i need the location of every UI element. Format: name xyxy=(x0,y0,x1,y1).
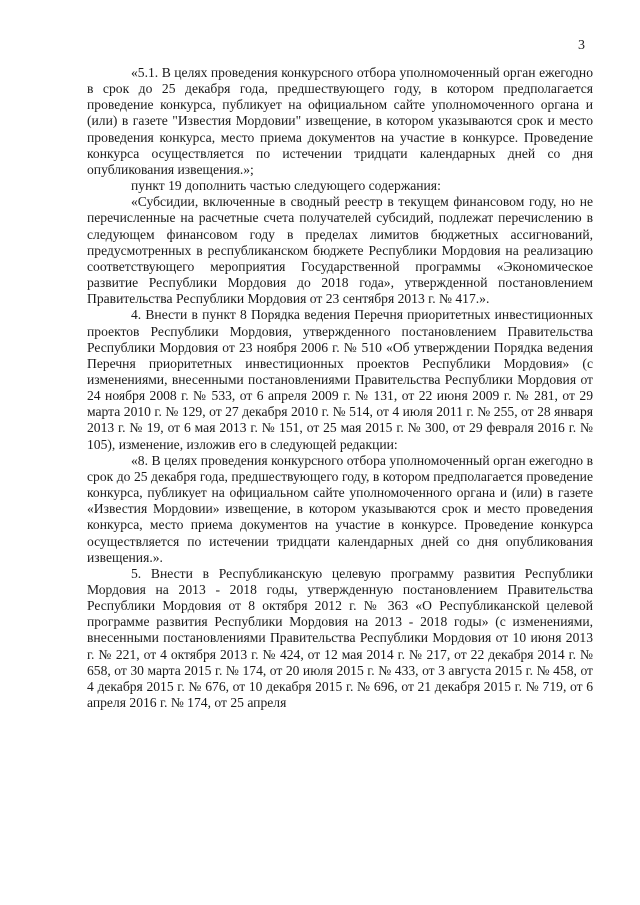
paragraph-clause-19-intro: пункт 19 дополнить частью следующего содержания: xyxy=(131,178,441,194)
page-number: 3 xyxy=(578,38,585,53)
paragraph-item-4: 4. Внести в пункт 8 Порядка ведения Перечня приоритетных инвестиционных проектов Республики Мордовия, утвержденного постановлением Правительства Республики Мордовия от 23 ноября 2006 г. № 510 «Об утверждении Порядка ведения Перечня приоритетных инвестиционных проектов Республики Мордовия» (с изменениями, внесенными постановлениями Правительства Республики Мордовия от 24 ноября 2008 г. № 533, от 6 апреля 2009 г. № 131, от 22 июня 2009 г. № 281, от 29 марта 2010 г. № 129, от 27 декабря 2010 г. № 514, от 4 июля 2011 г. № 255, от 28 января 2013 г. № 19, от 6 мая 2013 г. № 151, от 25 мая 2015 г. № 300, от 29 февраля 2016 г. № 105), изменение, изложив его в следующей редакции: xyxy=(87,307,593,452)
document-body xyxy=(87,65,593,711)
paragraph-item-5: 5. Внести в Республиканскую целевую программу развития Республики Мордовия на 2013 - 2018 годы, утвержденную постановлением Правительства Республики Мордовия от 8 октября 2012 г. № 363 «О Республиканской целевой программе развития Республики Мордовия на 2013 - 2018 годы» (с изменениями, внесенными постановлениями Правительства Республики Мордовия от 10 июня 2013 г. № 221, от 4 октября 2013 г. № 424, от 12 мая 2014 г. № 217, от 22 декабря 2014 г. № 658, от 30 марта 2015 г. № 174, от 20 июля 2015 г. № 433, от 3 августа 2015 г. № 458, от 4 декабря 2015 г. № 676, от 10 декабря 2015 г. № 696, от 21 декабря 2015 г. № 719, от 6 апреля 2016 г. № 174, от 25 апреля xyxy=(87,565,593,711)
paragraph-item-8-quote: «8. В целях проведения конкурсного отбора уполномоченный орган ежегодно в срок до 25 декабря года, предшествующего году, в котором предполагается проведение конкурса, публикует на официальном сайте уполномоченного органа и (или) в газете «Известия Мордовии» извещение, в котором указываются срок и место проведения конкурса, место приема документов на участие в конкурсе. Проведение конкурса осуществляется по истечении тридцати календарных дней со дня опубликования извещения.». xyxy=(87,452,593,565)
paragraph-5-1-quote: «5.1. В целях проведения конкурсного отбора уполномоченный орган ежегодно в срок до 25 декабря года, предшествующего году, в котором предполагается проведение конкурса, публикует на официальном сайте уполномоченного органа и (или) в газете "Известия Мордовии" извещение, в котором указываются срок и место проведения конкурса, место приема документов на участие в конкурсе. Проведение конкурса осуществляется по истечении тридцати календарных дней со дня опубликования извещения.»; xyxy=(87,65,593,177)
paragraph-subsidies-quote: «Субсидии, включенные в сводный реестр в текущем финансовом году, но не перечисленные на расчетные счета получателей субсидий, подлежат перечислению в следующем финансовом году в пределах лимитов бюджетных ассигнований, предусмотренных в республиканском бюджете Республики Мордовия на реализацию соответствующего мероприятия Государственной программы «Экономическое развитие Республики Мордовия до 2018 года», утвержденной постановлением Правительства Республики Мордовия от 23 сентября 2013 г. № 417.». xyxy=(87,194,593,307)
